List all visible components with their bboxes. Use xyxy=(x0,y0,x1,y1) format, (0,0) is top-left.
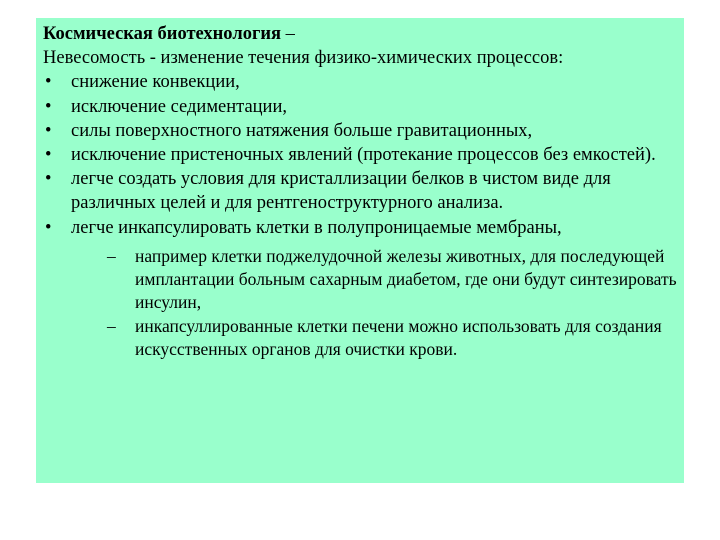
sub-list xyxy=(71,245,680,361)
sub-item-text: например клетки поджелудочной железы животных, для последующей имплантации больным сахарным диабетом, где они будут синтезировать инсулин, xyxy=(135,245,677,312)
intro-text: Невесомость - изменение течения физико-химических процессов: xyxy=(43,48,564,69)
bullet-text: силы поверхностного натяжения больше гравитационных, xyxy=(71,120,533,141)
bullet-text: исключение седиментации, xyxy=(71,96,287,117)
bullet-item xyxy=(43,143,680,167)
sub-item xyxy=(71,315,680,361)
bullet-icon: • xyxy=(45,72,52,93)
slide-content-box xyxy=(36,18,684,483)
slide-title-text: Космическая биотехнология xyxy=(43,24,282,44)
slide-title-dash: – xyxy=(281,24,295,44)
dash-icon: – xyxy=(107,245,116,266)
bullet-item xyxy=(43,70,680,94)
bullet-item xyxy=(43,216,680,361)
bullet-list xyxy=(43,70,680,360)
slide-title xyxy=(43,22,680,46)
bullet-text: легче создать условия для кристаллизации белков в чистом виде для различных целей и для рентгеноструктурного анализа. xyxy=(71,169,611,214)
bullet-item xyxy=(43,95,680,119)
bullet-text: снижение конвекции, xyxy=(71,72,240,93)
dash-icon: – xyxy=(107,315,116,336)
sub-item-text: инкапсуллированные клетки печени можно использовать для создания искусственных органов для очистки крови. xyxy=(135,315,662,359)
bullet-icon: • xyxy=(45,217,52,238)
sub-item xyxy=(71,245,680,314)
bullet-icon: • xyxy=(45,120,52,141)
bullet-text: исключение пристеночных явлений (протекание процессов без емкостей). xyxy=(71,145,656,166)
bullet-item xyxy=(43,119,680,143)
bullet-icon: • xyxy=(45,96,52,117)
bullet-text: легче инкапсулировать клетки в полупроницаемые мембраны, xyxy=(71,217,562,238)
bullet-icon: • xyxy=(45,145,52,166)
bullet-icon: • xyxy=(45,169,52,190)
bullet-item xyxy=(43,167,680,215)
